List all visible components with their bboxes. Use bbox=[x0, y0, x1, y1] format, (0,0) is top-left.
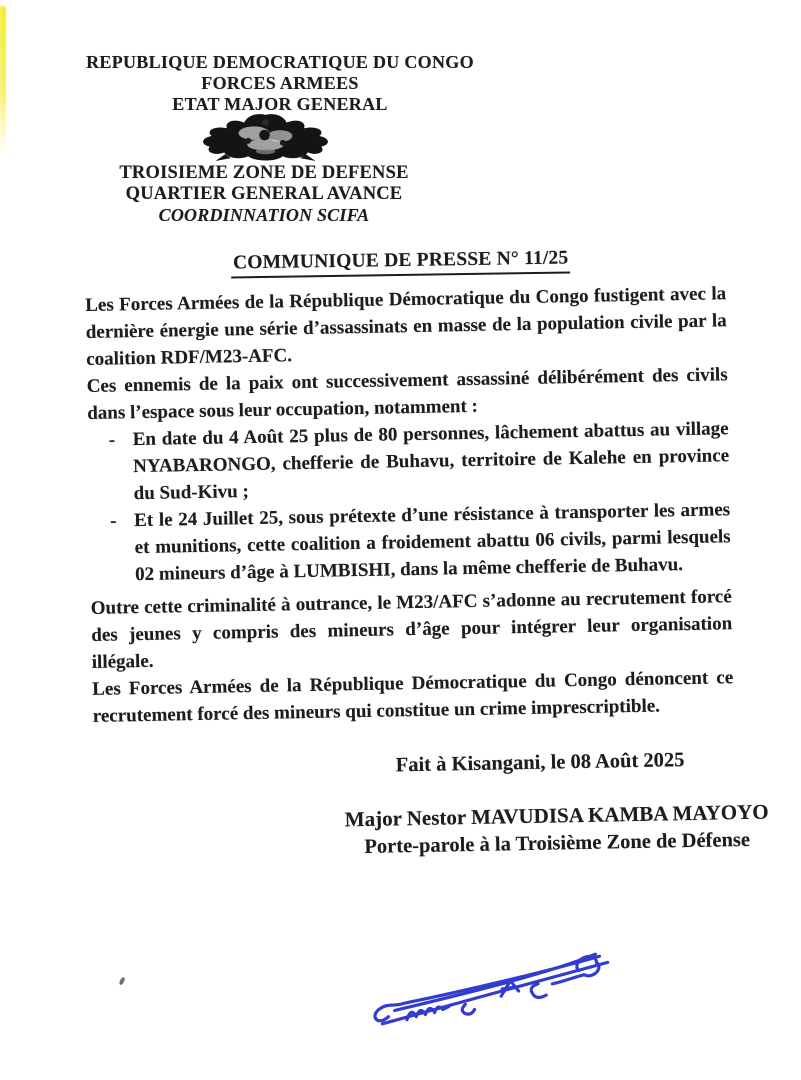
bullet-dash-icon: - bbox=[108, 429, 116, 451]
title-row bbox=[0, 247, 801, 276]
incident-list bbox=[87, 415, 731, 589]
list-item-text: Et le 24 Juillet 25, sous prétexte d’une résistance à transporter les armes et munitions, cette coalition a froidement abattu 06 civils, parmi lesquels 02 mineurs d’âge à LUMBISHI, dans la même chefferie de Buhavu. bbox=[134, 499, 731, 586]
document-body bbox=[85, 280, 769, 866]
header-coordination-line: COORDINNATION SCIFA bbox=[158, 205, 370, 225]
header-zone-line: TROISIEME ZONE DE DEFENSE bbox=[119, 163, 409, 183]
list-item-nyabarongo bbox=[87, 415, 729, 508]
bullet-dash-icon: - bbox=[110, 510, 117, 532]
paragraph-ennemis: Ces ennemis de la paix ont successivement assassiné délibérément des civils dans l’espace sous leur occupation, notamment : bbox=[86, 364, 728, 424]
paragraph-denoncent: Les Forces Armées de la République Démocratique du Congo dénoncent ce recrutement forcé des mineurs qui constitue un crime imprescriptible. bbox=[92, 667, 734, 727]
ink-speck-artifact bbox=[119, 977, 126, 986]
date-line: Fait à Kisangani, le 08 Août 2025 bbox=[395, 749, 685, 777]
handwritten-signature-icon bbox=[366, 941, 622, 1037]
paragraph-fustigent: Les Forces Armées de la République Démocratique du Congo fustigent avec la dernière énergie une série d’assassinats en masse de la population civile par la coalition RDF/M23-AFC. bbox=[85, 283, 727, 370]
header-country-line: REPUBLIQUE DEMOCRATIQUE DU CONGO bbox=[86, 52, 474, 72]
scan-edge-artifact bbox=[0, 6, 6, 154]
header-quartier-line: QUARTIER GENERAL AVANCE bbox=[125, 184, 403, 204]
list-item-lumbishi bbox=[89, 496, 731, 589]
paragraph-recrutement: Outre cette criminalité à outrance, le M23/AFC s’adonne au recrutement forcé des jeunes y compris des mineurs d’âge pour intégrer leur organisation illégale. bbox=[90, 586, 733, 673]
header-block bbox=[60, 52, 500, 115]
document-title: COMMUNIQUE DE PRESSE N° 11/25 bbox=[231, 247, 571, 278]
header-forces-line: FORCES ARMEES bbox=[201, 73, 359, 93]
list-item-text: En date du 4 Août 25 plus de 80 personnes, lâchement abattus au village NYABARONGO, chefferie de Buhavu, territoire de Kalehe en province du Sud-Kivu ; bbox=[132, 418, 730, 505]
army-emblem-svg bbox=[198, 111, 333, 161]
army-emblem-icon bbox=[198, 111, 333, 161]
signature-svg bbox=[366, 941, 622, 1037]
header-zone-block bbox=[84, 163, 444, 226]
header-etat-major-line: ETAT MAJOR GENERAL bbox=[172, 94, 388, 114]
signatory-name: Major Nestor MAVUDISA KAMBA MAYOYO bbox=[344, 799, 769, 832]
signatory-title: Porte-parole à la Troisième Zone de Défense bbox=[364, 828, 751, 858]
signatory-block bbox=[336, 797, 777, 861]
